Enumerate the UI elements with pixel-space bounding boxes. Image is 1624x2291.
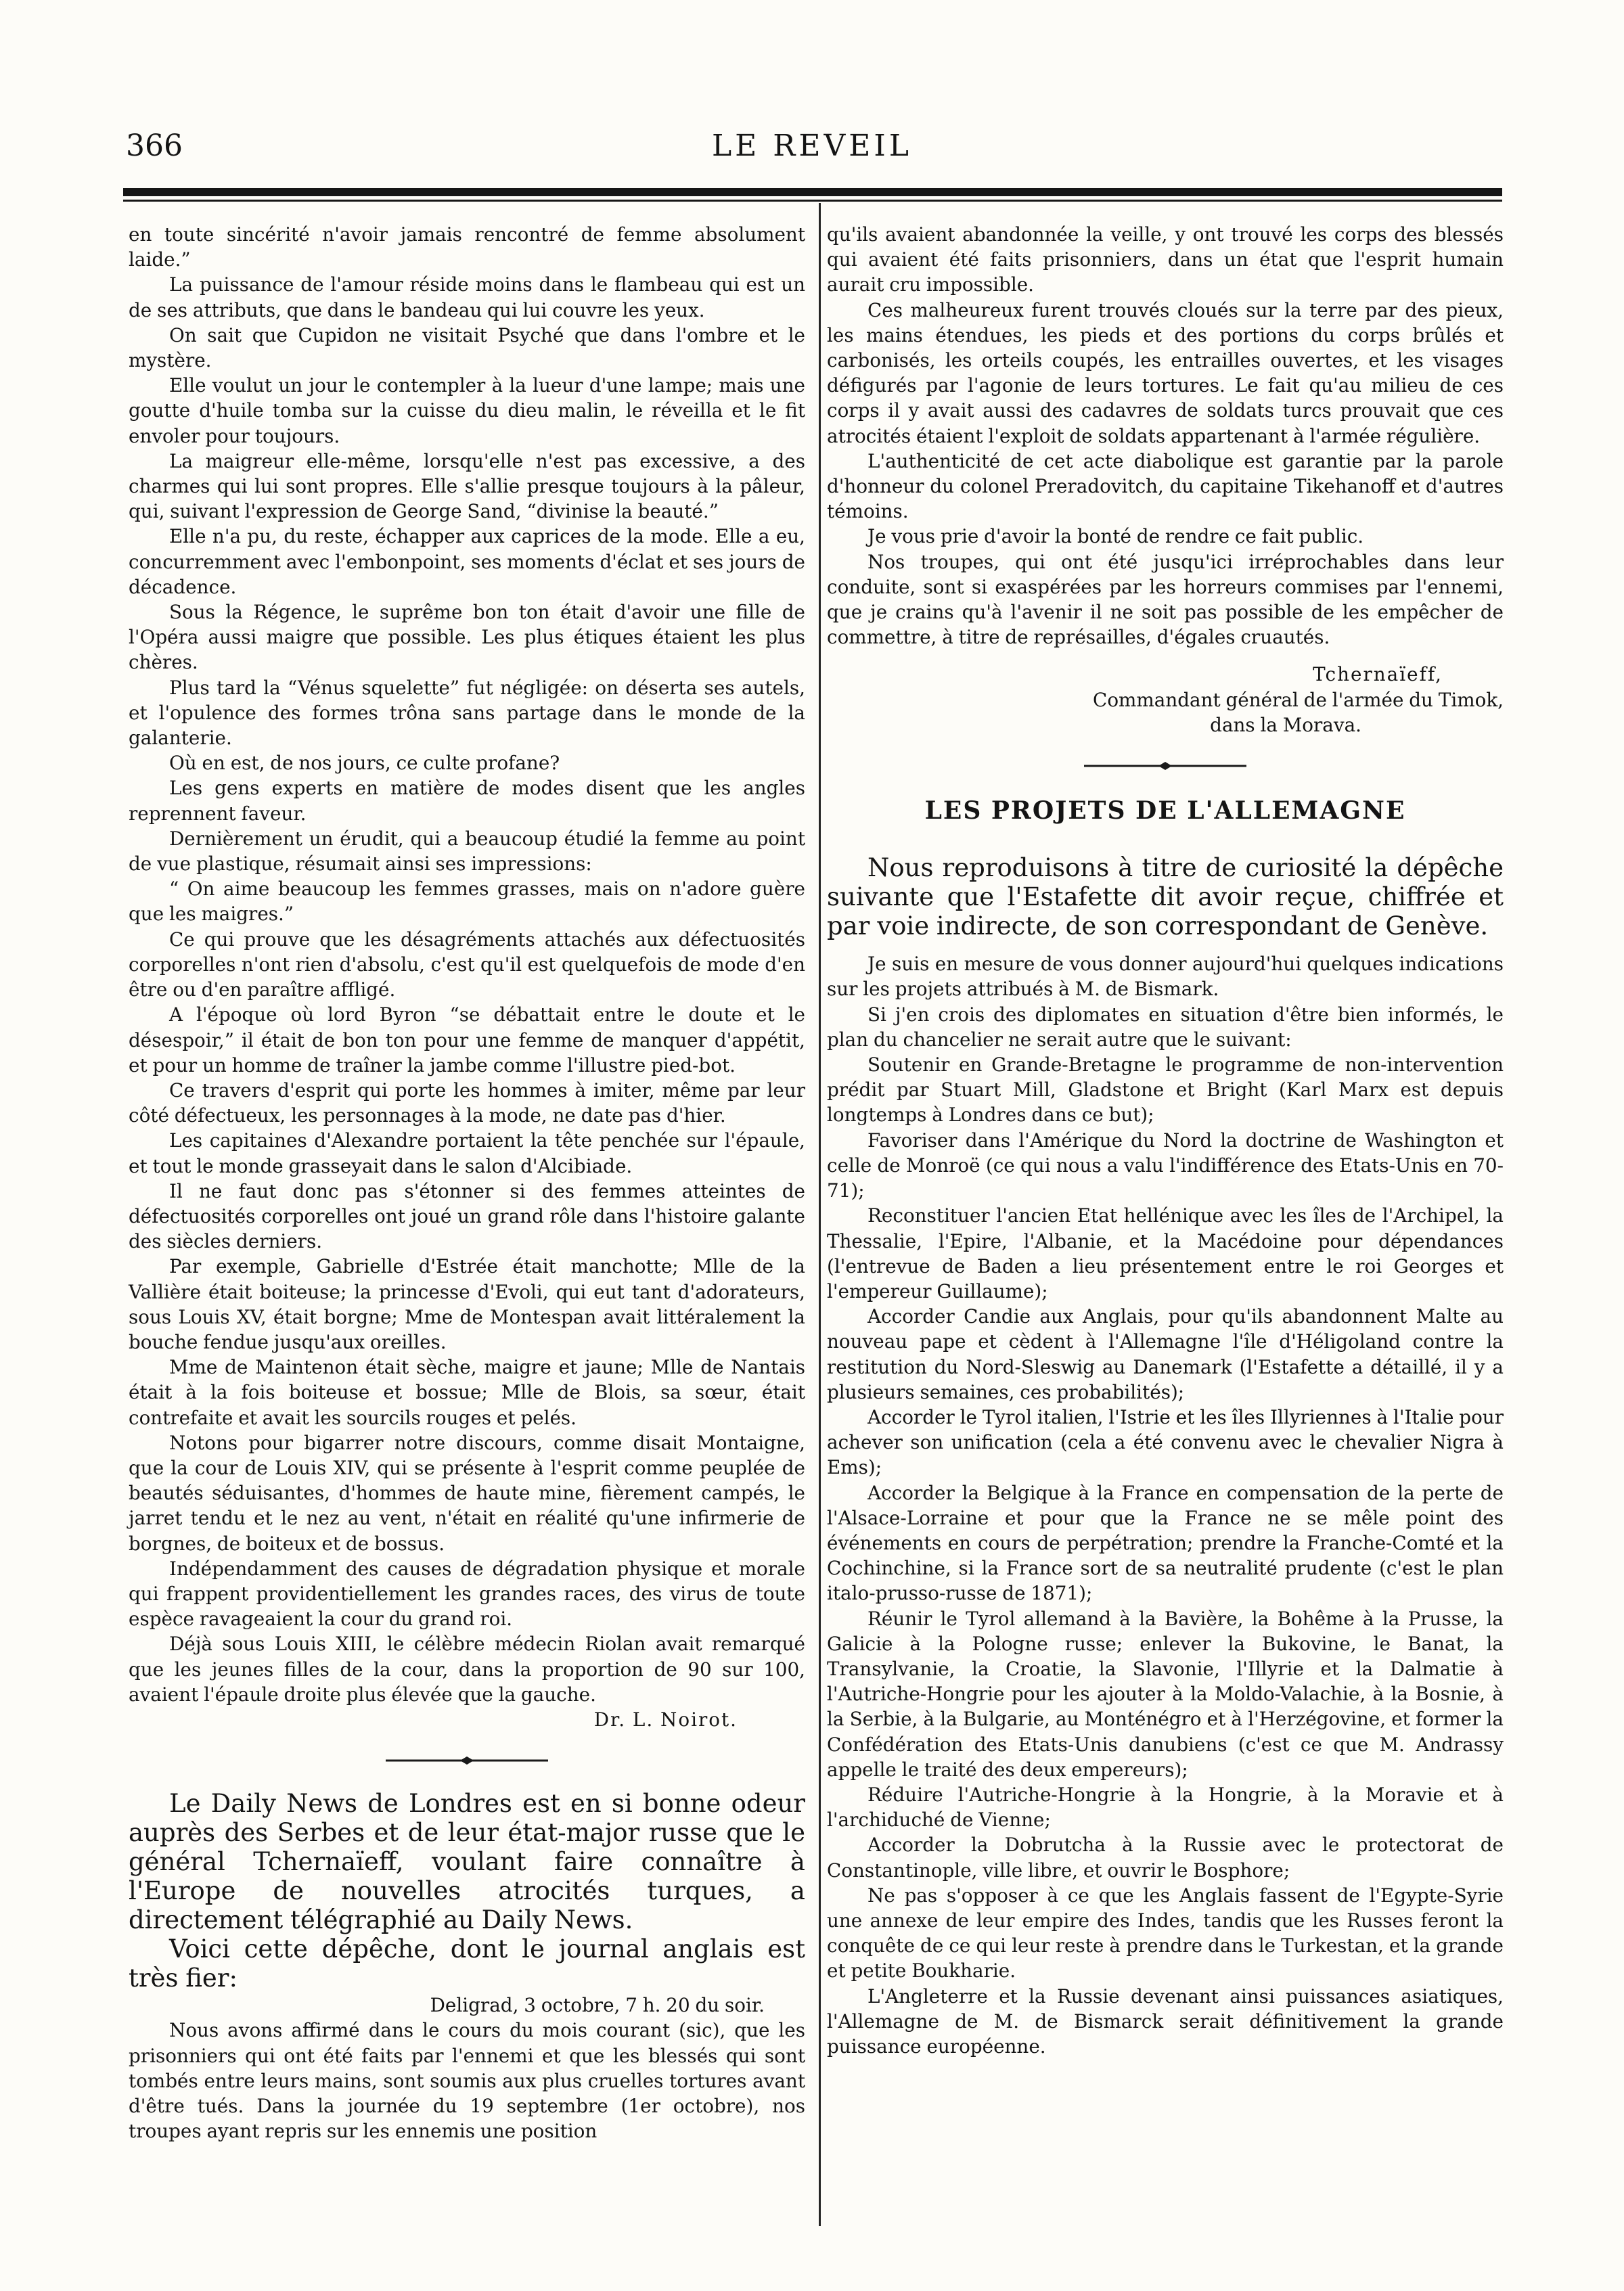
column-divider [819,203,821,2226]
paragraph: Ne pas s'opposer à ce que les Anglais fassent de l'Egypte-Syrie une annexe de leur empire des Indes, tandis que les Russes feront la conquête de ce qui leur reste à prendre dans le Turkestan, et la grande et petite Boukharie. [827,1884,1504,1982]
paragraph: L'authenticité de cet acte diabolique est garantie par la parole d'honneur du colonel Preradovitch, du capitaine Tikehanoff et d'autres témoins. [827,449,1504,523]
paragraph: La puissance de l'amour réside moins dans le flambeau qui est un de ses attributs, que dans le bandeau qui lui couvre les yeux. [129,273,805,321]
signatory-place: dans la Morava. [1210,713,1361,736]
paragraph: Accorder la Dobrutcha à la Russie avec le protectorat de Constantinople, ville libre, et ouvrir le Bosphore; [827,1834,1504,1882]
paragraph: Ces malheureux furent trouvés cloués sur la terre par des pieux, les mains étendues, les pieds et des portions du corps brûlés et carbonisés, les orteils coupés, les entrailles ouvertes, et les visages défigurés par l'agonie de leurs tortures. Le fait qu'au milieu de ces corps il y avait aussi des cadavres de soldats turcs prouvait que ces atrocités étaient l'exploit de soldats appartenant à l'armée régulière. [827,298,1504,447]
paragraph: Accorder le Tyrol italien, l'Istrie et les îles Illyriennes à l'Italie pour achever son unification (cela a été convenu avec le chevalier Nigra à Ems); [827,1405,1504,1479]
paragraph: Réduire l'Autriche-Hongrie à la Hongrie, à la Moravie et à l'archiduché de Vienne; [827,1783,1504,1832]
journal-title: LE REVEIL [711,129,913,163]
left-column [129,222,805,2143]
daily-news-intro-2: Voici cette dépêche, dont le journal anglais est très fier: [129,1934,805,1993]
dispatch-start: Nous avons affirmé dans le cours du mois courant (sic), que les prisonniers qui ont été faits par l'ennemi et que les blessés qui sont tombés entre leurs mains, sont soumis aux plus cruelles tortures avant d'être tués. Dans la journée du 19 septembre (1er octobre), nos troupes ayant repris sur les ennemis une position [129,2019,805,2143]
paragraph: Il ne faut donc pas s'étonner si des femmes atteintes de défectuosités corporelles ont joué un grand rôle dans l'histoire galante des siècles derniers. [129,1179,805,1253]
signatory-name: Tchernaïeff, [1313,663,1443,686]
paragraph: L'Angleterre et la Russie devenant ainsi puissances asiatiques, l'Allemagne de M. de Bismarck serait définitivement la grande puissance européenne. [827,1984,1504,2058]
paragraph: Par exemple, Gabrielle d'Estrée était manchotte; Mlle de la Vallière était boiteuse; la princesse d'Evoli, qui eut tant d'adorateurs, sous Louis XV, était borgne; Mme de Montespan avait littéralement la bouche fendue jusqu'aux oreilles. [129,1255,805,1353]
dateline: Deligrad, 3 octobre, 7 h. 20 du soir. [430,1994,765,2017]
paragraph: Dernièrement un érudit, qui a beaucoup étudié la femme au point de vue plastique, résumait ainsi ses impressions: [129,827,805,876]
paragraph: Ce travers d'esprit qui porte les hommes à imiter, même par leur côté défectueux, les personnages à la mode, ne date pas d'hier. [129,1079,805,1127]
signature-block [827,662,1504,738]
header-rule-thin [123,200,1502,202]
spacer [827,940,1504,951]
paragraph: A l'époque où lord Byron “se débattait entre le doute et le désespoir,” il était de bon ton pour une femme de manquer d'appétit, et pour un homme de traîner la jambe comme l'illustre pied-bot. [129,1003,805,1076]
paragraph: “ On aime beaucoup les femmes grasses, mais on n'adore guère que les maigres.” [129,878,805,926]
ornament-divider [1084,761,1246,771]
paragraph: La maigreur elle-même, lorsqu'elle n'est pas excessive, a des charmes qui lui sont propres. Elle s'allie presque toujours à la pâleur, qui, suivant l'expression de George Sand, “divinise la beauté.” [129,449,805,523]
article-title: LES PROJETS DE L'ALLEMAGNE [924,796,1406,825]
paragraph: Mme de Maintenon était sèche, maigre et jaune; Mlle de Nantais était à la fois boiteuse et bossue; Mlle de Blois, sa sœur, était contrefaite et avait les sourcils rouges et pelés. [129,1356,805,1429]
header-rule [123,188,1502,196]
paragraph: Où en est, de nos jours, ce culte profane? [169,752,560,775]
paragraph: Elle voulut un jour le contempler à la lueur d'une lampe; mais une goutte d'huile tomba sur la cuisse du dieu malin, le réveilla et le fit envoler pour toujours. [129,374,805,447]
paragraph: Accorder la Belgique à la France en compensation de la perte de l'Alsace-Lorraine et pour que la France ne se mêle point des événements en cours de perpétration; prendre la Franche-Comté et la Cochinchine, si la France sort de sa neutralité prudente (c'est le plan italo-prusso-russe de 1871); [827,1481,1504,1605]
paragraph: Je vous prie d'avoir la bonté de rendre ce fait public. [867,525,1364,548]
paragraph: en toute sincérité n'avoir jamais rencontré de femme absolument laide.” [129,223,805,271]
right-column [827,222,1504,2059]
paragraph: Je suis en mesure de vous donner aujourd'hui quelques indications sur les projets attribués à M. de Bismark. [827,953,1504,1001]
paragraph: Réunir le Tyrol allemand à la Bavière, la Bohême à la Prusse, la Galicie à la Pologne russe; enlever la Bukovine, le Banat, la Transylvanie, la Croatie, la Slavonie, l'Illyrie et la Dalmatie à l'Autriche-Hongrie pour les ajouter à la Moldo-Valachie, à la Bosnie, à la Serbie, à la Bulgarie, au Monténégro et à l'Herzégovine, et former la Confédération des Etats-Unis danubiens (c'est ce que M. Andrassy appelle le traité des deux empereurs); [827,1607,1504,1781]
paragraph: Accorder Candie aux Anglais, pour qu'ils abandonnent Malte au nouveau pape et cèdent à l'Allemagne l'île d'Héligoland contre la restitution du Nord-Sleswig au Danemark (l'Estafette a détaillé, il y a plusieurs semaines, ces probabilités); [827,1305,1504,1403]
ornament-divider [386,1755,548,1766]
signatory-title: Commandant général de l'armée du Timok, [1093,688,1504,711]
paragraph: Si j'en crois des diplomates en situation d'être bien informés, le plan du chancelier ne serait autre que le suivant: [827,1003,1504,1051]
paragraph: Indépendamment des causes de dégradation physique et morale qui frappent providentiellement les grandes races, des virus de toute espèce ravageaient la cour du grand roi. [129,1557,805,1631]
paragraph: Les gens experts en matière de modes disent que les angles reprennent faveur. [129,777,805,825]
paragraph: Favoriser dans l'Amérique du Nord la doctrine de Washington et celle de Monroë (ce qui nous a valu l'indifférence des Etats-Unis en 70-71); [827,1129,1504,1202]
paragraph: Ce qui prouve que les désagréments attachés aux défectuosités corporelles n'ont rien d'absolu, c'est qu'il est quelquefois de mode d'en être ou d'en paraître affligé. [129,928,805,1001]
paragraph: Plus tard la “Vénus squelette” fut négligée: on déserta ses autels, et l'opulence des formes trôna sans partage dans le monde de la galanterie. [129,676,805,750]
daily-news-intro: Le Daily News de Londres est en si bonne odeur auprès des Serbes et de leur état-major russe que le général Tchernaïeff, voulant faire connaître à l'Europe de nouvelles atrocités turques, a directement télégraphié au Daily News. [129,1789,805,1935]
paragraph: Reconstituer l'ancien Etat hellénique avec les îles de l'Archipel, la Thessalie, l'Epire, l'Albanie, et la Macédoine pour dépendances (l'entrevue de Baden a lieu présentement entre le roi Georges et l'empereur Guillaume); [827,1204,1504,1302]
paragraph: On sait que Cupidon ne visitait Psyché que dans l'ombre et le mystère. [129,323,805,372]
page-number: 366 [126,129,183,163]
paragraph: Les capitaines d'Alexandre portaient la tête penchée sur l'épaule, et tout le monde grasseyait dans le salon d'Alcibiade. [129,1129,805,1177]
signature: Dr. L. Noirot. [593,1708,738,1731]
paragraph: qu'ils avaient abandonnée la veille, y ont trouvé les corps des blessés qui avaient été faits prisonniers, dans un état que l'esprit humain aurait cru impossible. [827,223,1504,296]
paragraph: Soutenir en Grande-Bretagne le programme de non-intervention prédit par Stuart Mill, Gladstone et Bright (Karl Marx est depuis longtemps à Londres dans ce but); [827,1053,1504,1127]
paragraph: Déjà sous Louis XIII, le célèbre médecin Riolan avait remarqué que les jeunes filles de la cour, dans la proportion de 90 sur 100, avaient l'épaule droite plus élevée que la gauche. [129,1633,805,1706]
paragraph: Elle n'a pu, du reste, échapper aux caprices de la mode. Elle a eu, concurremment avec l'embonpoint, ses moments d'éclat et ses jours de décadence. [129,525,805,598]
paragraph: Notons pour bigarrer notre discours, comme disait Montaigne, que la cour de Louis XIV, qui se présente à l'esprit comme peuplée de beautés séduisantes, d'hommes de haute mine, fièrement campés, le jarret tendu et le nez au vent, n'était en réalité qu'une infirmerie de borgnes, de boiteux et de bossus. [129,1431,805,1555]
article-intro: Nous reproduisons à titre de curiosité la dépêche suivante que l'Estafette dit avoir reçue, chiffrée et par voie indirecte, de son correspondant de Genève. [827,853,1504,941]
paragraph: Sous la Régence, le suprême bon ton était d'avoir une fille de l'Opéra aussi maigre que possible. Les plus étiques étaient les plus chères. [129,601,805,674]
paragraph: Nos troupes, qui ont été jusqu'ici irréprochables dans leur conduite, sont si exaspérées par les horreurs commises par l'ennemi, que je crains qu'à l'avenir il ne soit pas possible de les empêcher de commettre, à titre de représailles, d'égales cruautés. [827,550,1504,649]
